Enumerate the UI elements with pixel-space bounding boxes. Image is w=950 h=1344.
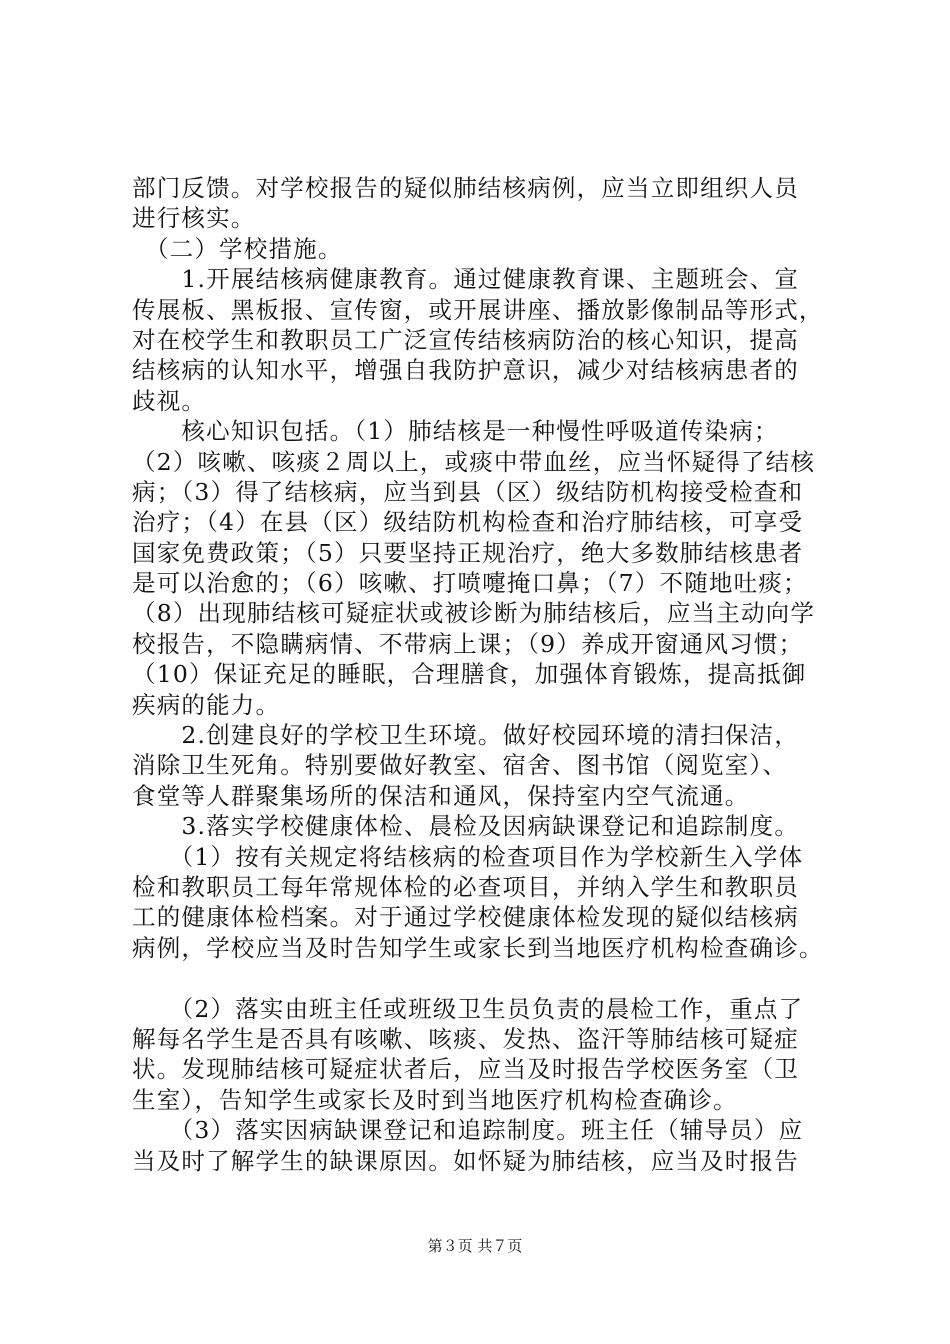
text-line: 工的健康体检档案。对于通过学校健康体检发现的疑似结核病 xyxy=(132,903,799,932)
text-line: 校报告，不隐瞒病情、不带病上课；（9）养成开窗通风习惯； xyxy=(132,629,804,658)
text-line: （2）落实由班主任或班级卫生员负责的晨检工作，重点了 xyxy=(132,994,804,1023)
text-line: 部门反馈。对学校报告的疑似肺结核病例，应当立即组织人员 xyxy=(132,174,799,202)
text-line: 对在校学生和教职员工广泛宣传结核病防治的核心知识，提高 xyxy=(132,325,799,354)
text-line: 结核病的认知水平，增强自我防护意识，减少对结核病患者的 xyxy=(132,356,799,385)
text-line: （1）按有关规定将结核病的检查项目作为学校新生入学体 xyxy=(132,842,804,871)
page-number-footer: 第３页 共７页 xyxy=(427,1237,523,1255)
text-line: 治疗；（4）在县（区）级结防机构检查和治疗肺结核，可享受 xyxy=(132,508,804,537)
text-line: 食堂等人群聚集场所的保洁和通风，保持室内空气流通。 xyxy=(132,781,750,810)
text-line: 核心知识包括。（1）肺结核是一种慢性呼吸道传染病； xyxy=(132,417,779,446)
text-line: 歧视。 xyxy=(132,386,207,415)
text-line: 检和教职员工每年常规体检的必查项目，并纳入学生和教职员 xyxy=(132,872,799,901)
section-heading: （二）学校措施。 xyxy=(132,234,343,263)
text-line: 国家免费政策；（5）只要坚持正规治疗，绝大多数肺结核患者 xyxy=(132,538,804,567)
text-line: 疾病的能力。 xyxy=(132,690,281,719)
text-line: （10）保证充足的睡眠，合理膳食，加强体育锻炼，提高抵御 xyxy=(132,660,807,689)
blank-line xyxy=(132,963,848,993)
text-line: 生室），告知学生或家长及时到当地医疗机构检查确诊。 xyxy=(132,1085,738,1114)
text-line: 解每名学生是否具有咳嗽、咳痰、发热、盗汗等肺结核可疑症 xyxy=(132,1024,799,1053)
text-line: （8）出现肺结核可疑症状或被诊断为肺结核后，应当主动向学 xyxy=(132,599,816,628)
text-line: 1.开展结核病健康教育。通过健康教育课、主题班会、宣 xyxy=(132,265,800,294)
text-line: 当及时了解学生的缺课原因。如怀疑为肺结核，应当及时报告 xyxy=(132,1146,799,1175)
text-line: （2）咳嗽、咳痰２周以上，或痰中带血丝，应当怀疑得了结核 xyxy=(132,447,816,476)
text-line: 是可以治愈的；（6）咳嗽、打喷嚏掩口鼻；（7）不随地吐痰； xyxy=(132,569,808,598)
text-line: 传展板、黑板报、宣传窗，或开展讲座、播放影像制品等形式， xyxy=(132,295,824,324)
text-line: 病例，学校应当及时告知学生或家长到当地医疗机构检查确诊。 xyxy=(132,933,824,962)
text-line: 进行核实。 xyxy=(132,204,256,233)
text-line: 3.落实学校健康体检、晨检及因病缺课登记和追踪制度。 xyxy=(132,812,800,841)
text-line: 病；（3）得了结核病，应当到县（区）级结防机构接受检查和 xyxy=(132,477,804,506)
text-line: 2.创建良好的学校卫生环境。做好校园环境的清扫保洁， xyxy=(132,721,800,750)
text-line: 状。发现肺结核可疑症状者后，应当及时报告学校医务室（卫 xyxy=(132,1055,799,1084)
text-line: 消除卫生死角。特别要做好教室、宿舍、图书馆（阅览室）、 xyxy=(132,751,788,780)
body-text xyxy=(132,173,848,1176)
text-line: （3）落实因病缺课登记和追踪制度。班主任（辅导员）应 xyxy=(132,1116,804,1145)
